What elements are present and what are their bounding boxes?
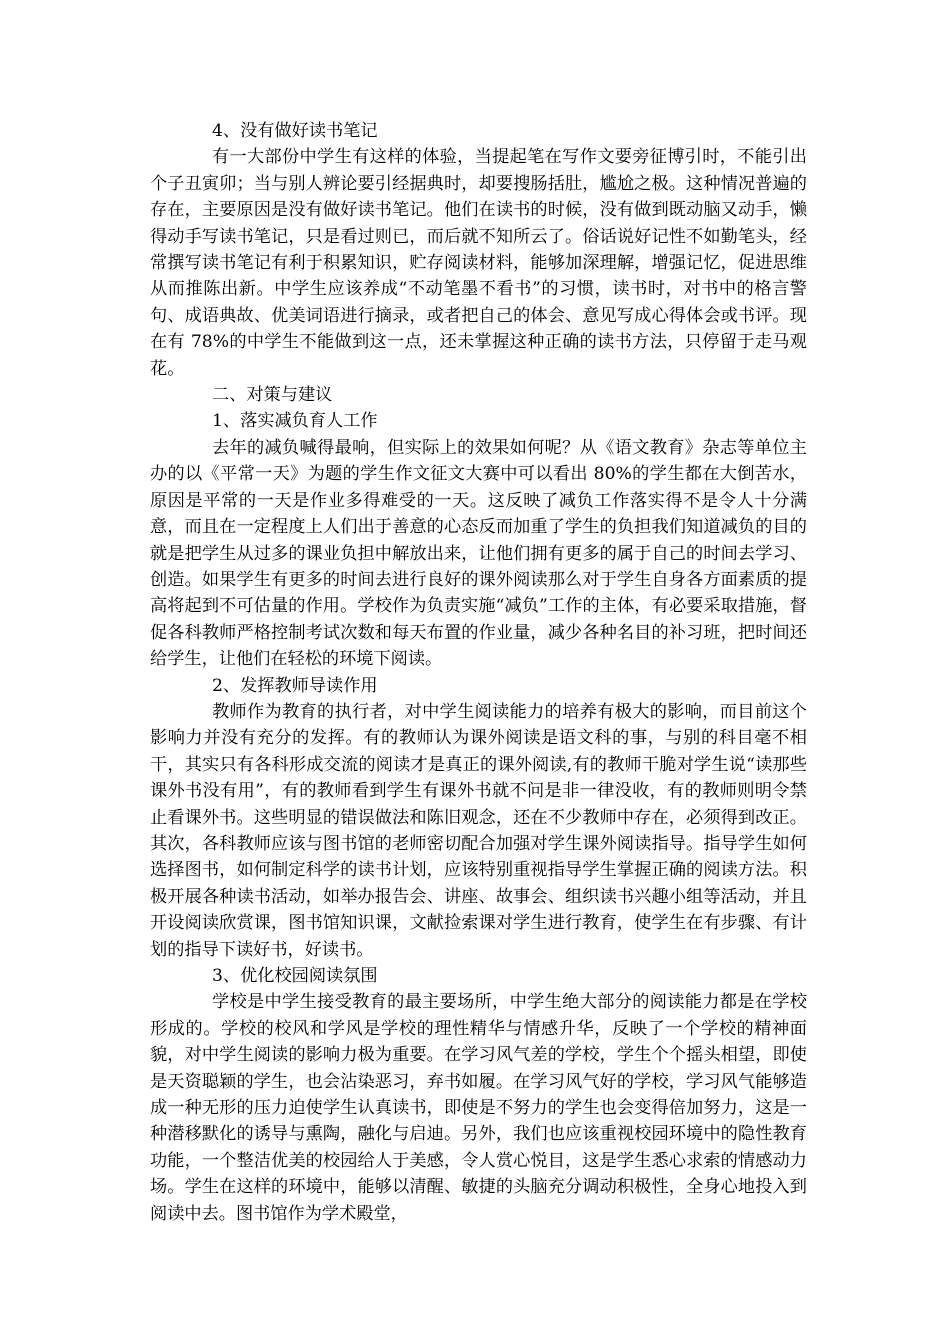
paragraph-campus-atmosphere: 学校是中学生接受教育的最主要场所，中学生绝大部分的阅读能力都是在学校形成的。学校的校风和学风是学校的理性精华与情感升华，反映了一个学校的精神面貌，对中学生阅读的影响力极为重要。在学习风气差的学校，学生个个摇头相望，即使是天资聪颖的学生，也会沾染恶习，弃书如履。在学习风气好的学校，学习风气能够造成一种无形的压力迫使学生认真读书，即使是不努力的学生也会变得倍加努力，这是一种潜移默化的诱导与熏陶，融化与启迪。另外，我们也应该重视校园环境中的隐性教育功能，一个整洁优美的校园给人于美感，令人赏心悦目，这是学生悉心求索的情感动力场。学生在这样的环境中，能够以清醒、敏捷的头脑充分调动积极性，全身心地投入到阅读中去。图书馆作为学术殿堂， [150, 992, 807, 1224]
document-page [150, 118, 807, 1227]
section-heading-burden-reduction: 1、落实减负育人工作 [212, 411, 378, 432]
section-heading-reading-notes: 4、没有做好读书笔记 [212, 121, 378, 141]
paragraph-burden-reduction: 去年的减负喊得最响，但实际上的效果如何呢？从《语文教育》杂志等单位主办的以《平常一天》为题的学生作文征文大赛中可以看出 80%的学生都在大倒苦水，原因是平常的一天是作业多得难受的一天。这反映了减负工作落实得不是令人十分满意，而且在一定程度上人们出于善意的心态反而加重了学生的负担我们知道减负的目的就是把学生从过多的课业负担中解放出来，让他们拥有更多的属于自己的时间去学习、创造。如果学生有更多的时间去进行良好的课外阅读那么对于学生自身各方面素质的提高将起到不可估量的作用。学校作为负责实施“减负”工作的主体，有必要采取措施，督促各科教师严格控制考试次数和每天布置的作业量，减少各种名目的补习班，把时间还给学生，让他们在轻松的环境下阅读。 [150, 437, 807, 670]
paragraph-teacher-guidance: 教师作为教育的执行者，对中学生阅读能力的培养有极大的影响，而目前这个影响力并没有充分的发挥。有的教师认为课外阅读是语文科的事，与别的科目毫不相干，其实只有各科形成交流的阅读才是真正的课外阅读,有的教师干脆对学生说“读那些课外书没有用”，有的教师看到学生有课外书就不问是非一律没收，有的教师则明令禁止看课外书。这些明显的错误做法和陈旧观念，还在不少教师中存在，必须得到改正。其次，各科教师应该与图书馆的老师密切配合加强对学生课外阅读指导。指导学生如何选择图书，如何制定科学的读书计划，应该特别重视指导学生掌握正确的阅读方法。积极开展各种读书活动，如举办报告会、讲座、故事会、组织读书兴趣小组等活动，并且开设阅读欣赏课，图书馆知识课，文献捡索课对学生进行教育，使学生在有步骤、有计划的指导下读好书，好读书。 [150, 701, 807, 960]
paragraph-reading-notes: 有一大部份中学生有这样的体验，当提起笔在写作文要旁征博引时，不能引出个子丑寅卯；当与别人辨论要引经据典时，却要搜肠括肚，尴尬之极。这种情况普遍的存在，主要原因是没有做好读书笔记。他们在读书的时候，没有做到既动脑又动手，懒得动手写读书笔记，只是看过则已，而后就不知所云了。俗话说好记性不如勤笔头，经常撰写读书笔记有利于积累知识，贮存阅读材料，能够加深理解，增强记忆，促进思维从而推陈出新。中学生应该养成“不动笔墨不看书”的习惯，读书时，对书中的格言警句、成语典故、优美词语进行摘录，或者把自己的体会、意见写成心得体会或书评。现在有 78%的中学生不能做到这一点，还未掌握这种正确的读书方法，只停留于走马观花。 [150, 147, 807, 379]
section-heading-campus-atmosphere: 3、优化校园阅读氛围 [212, 966, 378, 986]
section-heading-teacher-guidance: 2、发挥教师导读作用 [212, 675, 378, 696]
chapter-heading-countermeasures: 二、对策与建议 [212, 385, 333, 406]
